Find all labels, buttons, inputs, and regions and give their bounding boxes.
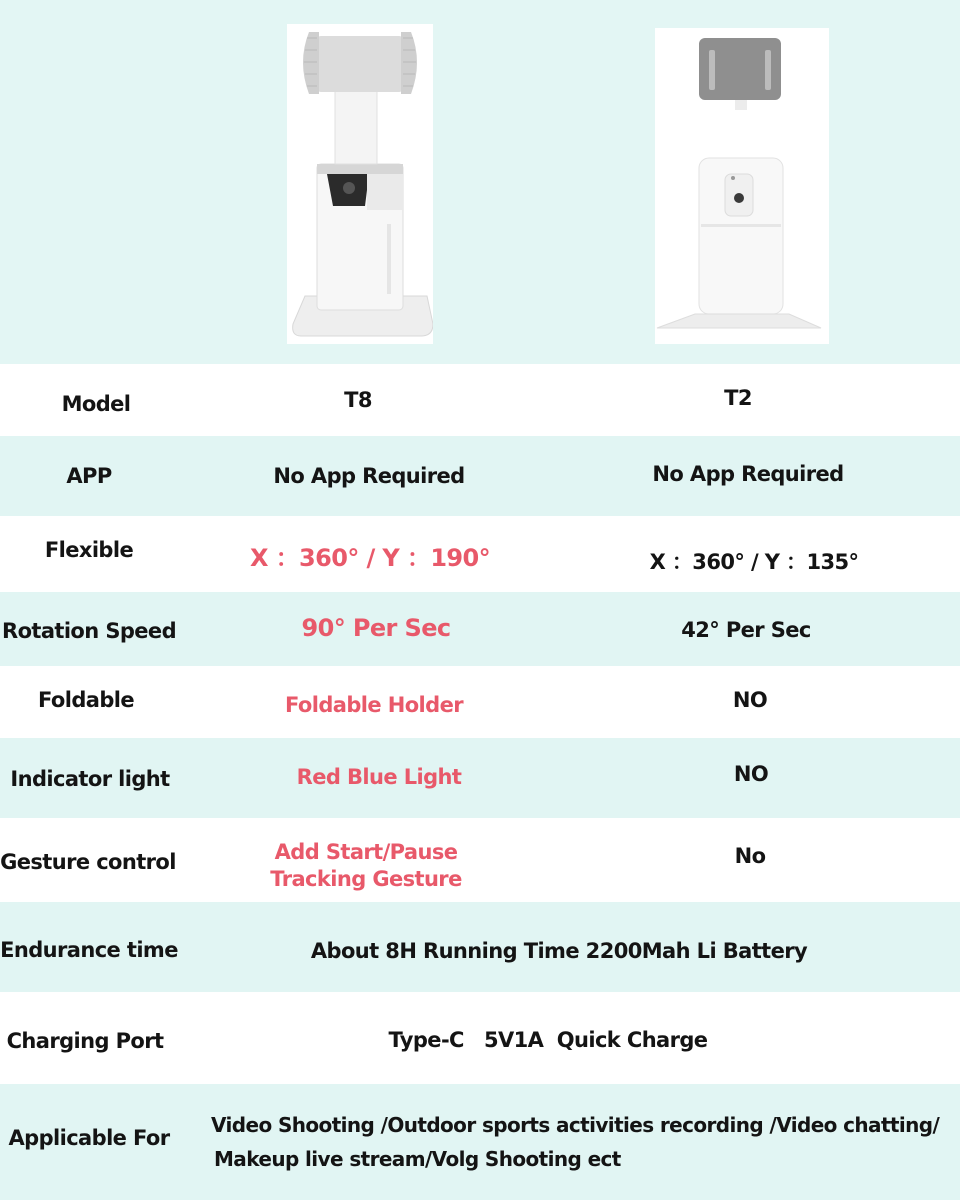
- t2-gimbal-illustration: [655, 28, 829, 344]
- row-rotation-speed: [0, 592, 960, 666]
- applicable-label: Applicable For: [8, 1126, 170, 1150]
- endurance-label: Endurance time: [0, 938, 178, 962]
- flexible-t8-value: X ：360° / Y ：190°: [249, 544, 491, 572]
- row-flexible: [0, 516, 960, 592]
- flexible-label: Flexible: [44, 538, 134, 562]
- row-indicator-light: [0, 738, 960, 818]
- t8-gimbal-image: [287, 24, 433, 344]
- gesture-label: Gesture control: [0, 850, 176, 874]
- applicable-line2: Makeup live stream/Volg Shooting ect: [214, 1147, 621, 1171]
- row-gesture-control: [0, 818, 960, 902]
- rotation-t2-value: 42° Per Sec: [681, 618, 811, 642]
- foldable-t2-value: NO: [732, 688, 768, 712]
- foldable-t8-value: Foldable Holder: [285, 693, 463, 717]
- row-applicable-for: [0, 1084, 960, 1200]
- row-charging-port: [0, 992, 960, 1084]
- model-label: Model: [61, 392, 131, 416]
- charging-value: Type-C 5V1A Quick Charge: [388, 1028, 708, 1052]
- model-t2-value: T2: [724, 386, 752, 410]
- row-model: [0, 364, 960, 436]
- gesture-t8-line1: Add Start/Pause: [274, 840, 458, 864]
- rotation-t8-value: 90° Per Sec: [301, 614, 451, 642]
- product-hero: [0, 0, 960, 364]
- t8-gimbal-illustration: [287, 24, 433, 344]
- gesture-t2-value: No: [734, 844, 766, 868]
- indicator-label: Indicator light: [10, 767, 170, 791]
- row-endurance-time: [0, 902, 960, 992]
- rotation-label: Rotation Speed: [1, 619, 177, 643]
- model-t8-value: T8: [344, 388, 372, 412]
- row-foldable: [0, 666, 960, 738]
- flexible-t2-value: X ：360° / Y ：135°: [649, 550, 859, 574]
- row-app: [0, 436, 960, 516]
- foldable-label: Foldable: [38, 688, 134, 712]
- charging-label: Charging Port: [6, 1029, 164, 1053]
- endurance-value: About 8H Running Time 2200Mah Li Battery: [310, 939, 808, 963]
- gesture-t8-line2: Tracking Gesture: [270, 867, 462, 891]
- applicable-line1: Video Shooting /Outdoor sports activities recording /Video chatting/: [211, 1113, 940, 1137]
- indicator-t2-value: NO: [733, 762, 769, 786]
- indicator-t8-value: Red Blue Light: [296, 765, 462, 789]
- t2-gimbal-image: [655, 28, 829, 344]
- app-t2-value: No App Required: [652, 462, 844, 486]
- app-t8-value: No App Required: [273, 464, 465, 488]
- app-label: APP: [66, 464, 112, 488]
